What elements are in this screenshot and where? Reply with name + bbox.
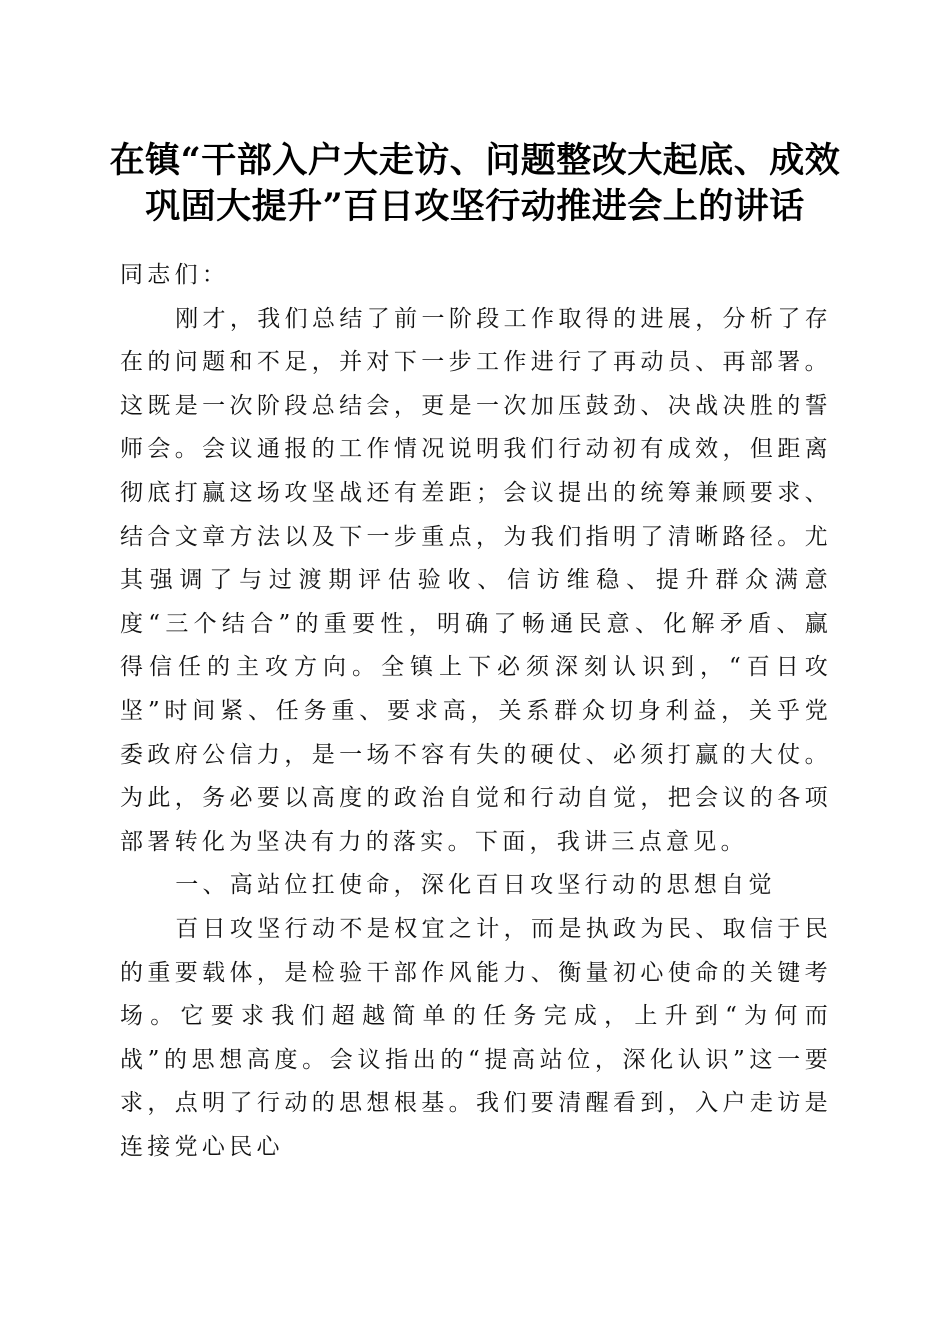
section-heading-1: 一、高站位扛使命，深化百日攻坚行动的思想自觉 bbox=[175, 872, 776, 899]
document-body bbox=[120, 254, 832, 1169]
salutation: 同志们： bbox=[120, 262, 230, 288]
paragraph-section-1: 百日攻坚行动不是权宜之计，而是执政为民、取信于民的重要载体，是检验干部作风能力、衡量初心使命的关键考场。它要求我们超越简单的任务完成，上升到“为何而战”的思想高度。会议指出的“提高站位，深化认识”这一要求，点明了行动的思想根基。我们要清醒看到，入户走访是连接党心民心 bbox=[120, 915, 832, 1160]
paragraph-opening: 刚才，我们总结了前一阶段工作取得的进展，分析了存在的问题和不足，并对下一步工作进行了再动员、再部署。这既是一次阶段总结会，更是一次加压鼓劲、决战决胜的誓师会。会议通报的工作情况说明我们行动初有成效，但距离彻底打赢这场攻坚战还有差距；会议提出的统筹兼顾要求、结合文章方法以及下一步重点，为我们指明了清晰路径。尤其强调了与过渡期评估验收、信访维稳、提升群众满意度“三个结合”的重要性，明确了畅通民意、化解矛盾、赢得信任的主攻方向。全镇上下必须深刻认识到，“百日攻坚”时间紧、任务重、要求高，关系群众切身利益，关乎党委政府公信力，是一场不容有失的硬仗、必须打赢的大仗。为此，务必要以高度的政治自觉和行动自觉，把会议的各项部署转化为坚决有力的落实。下面，我讲三点意见。 bbox=[120, 305, 832, 855]
document-title: 在镇“干部入户大走访、问题整改大起底、成效巩固大提升”百日攻坚行动推进会上的讲话 bbox=[109, 140, 841, 227]
